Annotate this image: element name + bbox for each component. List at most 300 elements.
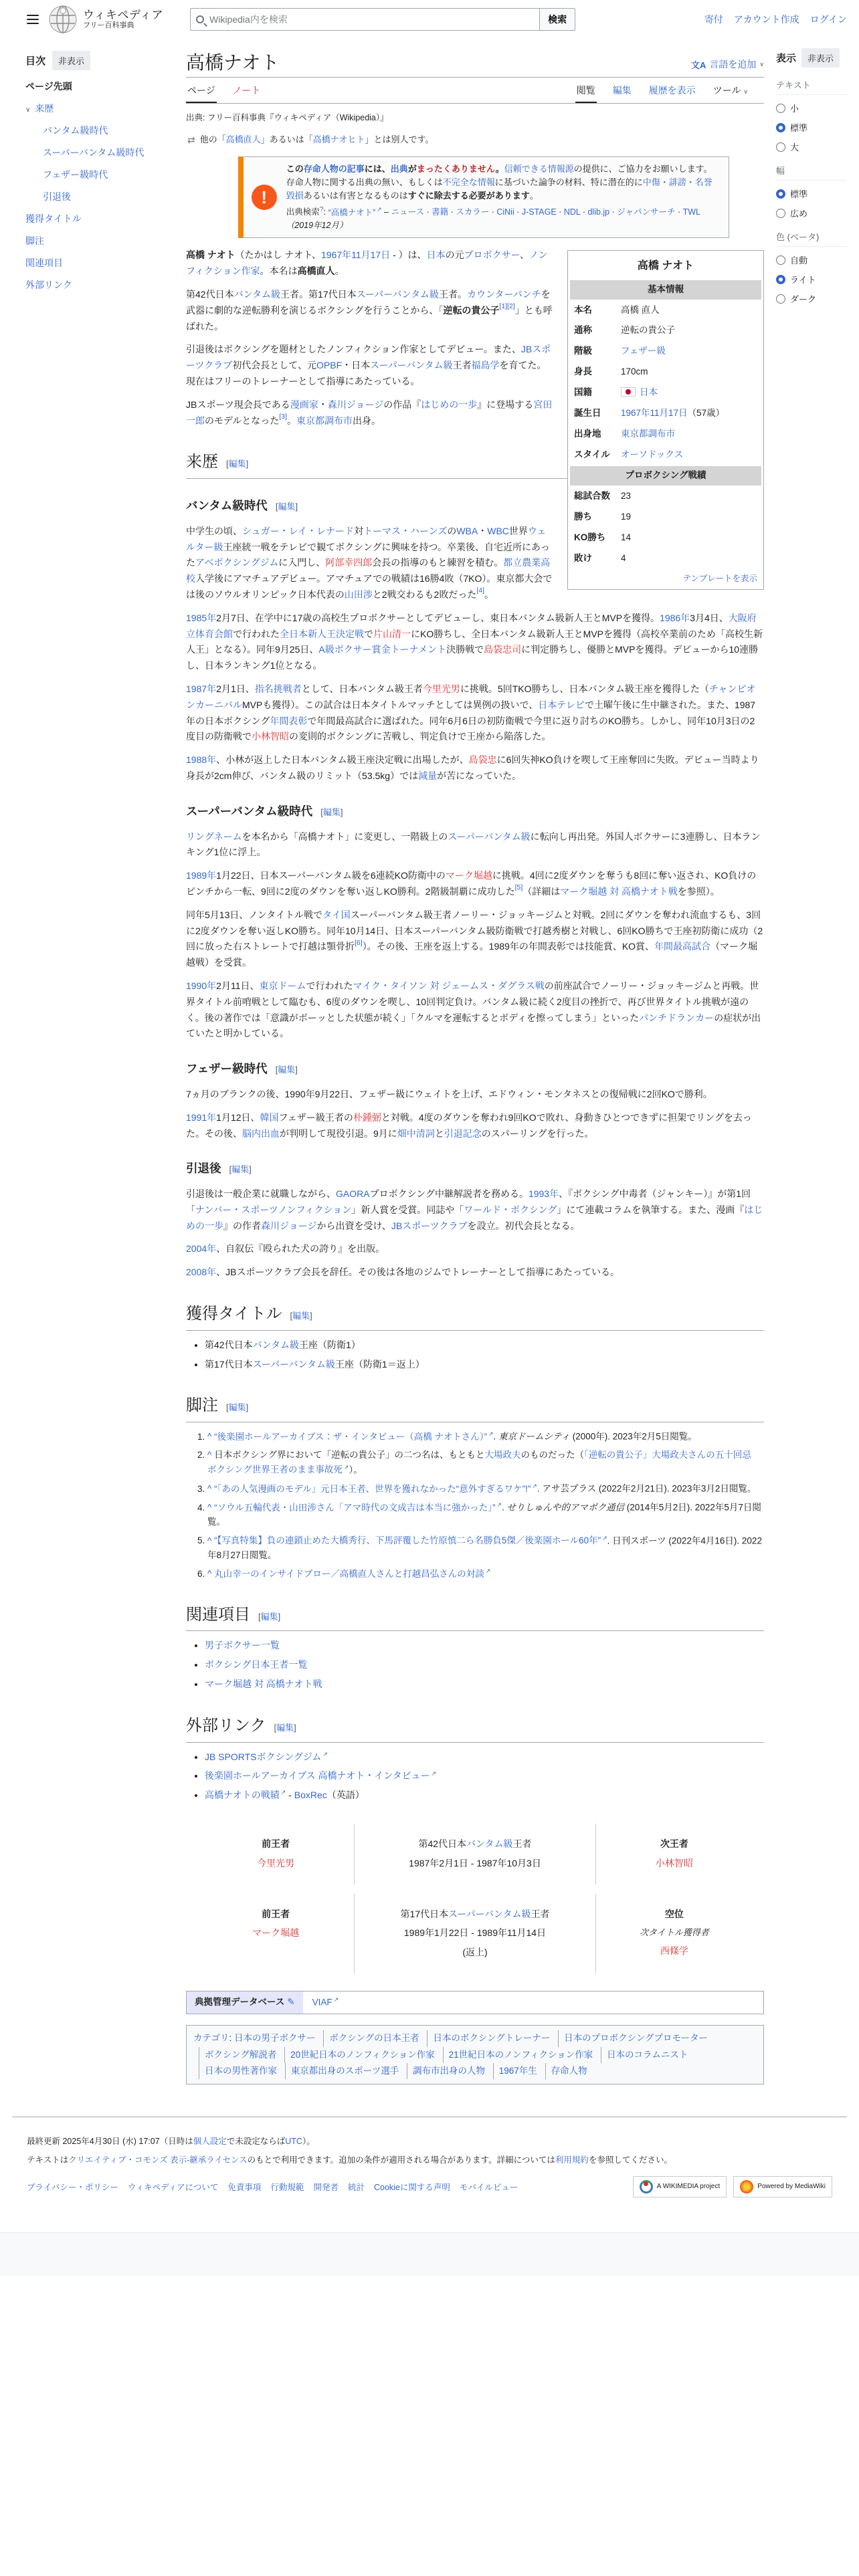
infobox-row-nickname: 通称 逆転の貴公子: [574, 325, 675, 336]
search-box[interactable]: [190, 8, 539, 31]
wiki-link[interactable]: JBスポーツクラブ: [391, 1220, 468, 1231]
wiki-link[interactable]: タイ国: [322, 909, 351, 920]
wiki-link[interactable]: 大場政夫: [484, 1450, 521, 1461]
footer-link-statistics[interactable]: 統計: [347, 2183, 365, 2193]
category-link[interactable]: 日本のコラムニスト: [601, 2047, 688, 2063]
category-link[interactable]: 存命人物: [545, 2063, 587, 2079]
reference-sup-link[interactable]: [6]: [355, 938, 363, 947]
toc-item-retired[interactable]: 引退後: [43, 191, 71, 202]
red-link[interactable]: 片山清一: [373, 628, 411, 639]
wiki-link[interactable]: スーパーバンタム級: [252, 1358, 335, 1370]
text-segment: –: [381, 207, 391, 217]
reference-sup-link[interactable]: [4]: [476, 586, 485, 595]
body-paragraph: [186, 907, 764, 971]
wiki-link[interactable]: 指名挑戦者: [254, 683, 302, 695]
tab-edit[interactable]: 編集: [612, 85, 632, 96]
tab-history[interactable]: 履歴を表示: [648, 85, 696, 96]
red-link[interactable]: 島袋忠司: [484, 644, 522, 655]
footer-link-mobile[interactable]: モバイルビュー: [459, 2183, 518, 2193]
wiki-link[interactable]: 漫画家: [290, 399, 318, 410]
wiki-link[interactable]: 出典: [390, 164, 408, 175]
authority-control-link[interactable]: 典拠管理データベース: [195, 1997, 285, 2008]
footer-link-conduct[interactable]: 行動規範: [270, 2183, 304, 2193]
wiki-link[interactable]: 東京ドーム: [259, 980, 306, 991]
wiki-link[interactable]: A級ボクサー賞金トーナメント: [318, 644, 447, 655]
predecessor-link[interactable]: マーク堀越: [252, 1927, 300, 1939]
text-segment: と対戦。4度のダウンを奪われ9回KOで敗れ、身動きひとつできずに担架でリングを去った。その後、: [186, 1111, 752, 1139]
text-segment: 王座統一戦をテレビで観てボクシングに興味を持つ。卒業後、自宅近所にあった: [186, 541, 550, 568]
wiki-link[interactable]: マイク・タイソン 対 ジェームス・ダグラス戦: [353, 980, 545, 991]
category-link[interactable]: 日本の男子ボクサー: [233, 2033, 316, 2044]
infobox-row-style: スタイル オーソドックス: [574, 449, 684, 460]
text-segment: 。: [287, 415, 296, 426]
toc-item-feather[interactable]: フェザー級時代: [43, 169, 108, 180]
category-link[interactable]: ボクシング解説者: [199, 2047, 276, 2063]
donate-link[interactable]: 寄付: [704, 14, 723, 25]
wiki-link[interactable]: 韓国: [260, 1111, 279, 1123]
wiki-link[interactable]: 2004年: [186, 1243, 217, 1255]
wiki-link[interactable]: 2008年: [186, 1267, 217, 1278]
add-language-button[interactable]: 文A 言語を追加 ∨: [691, 59, 764, 70]
edit-section-link[interactable]: 編集: [228, 1402, 246, 1413]
toc-item-external[interactable]: 外部リンク: [25, 280, 72, 290]
text-segment: 」にて連載コラムを執筆する。また、漫画『: [557, 1204, 745, 1215]
infobox-row-nationality: 国籍 日本: [574, 387, 658, 398]
text-segment: JBスポーツ現会長である: [186, 399, 290, 410]
infobox-header-record: プロボクシング戦績: [570, 466, 761, 486]
wiki-link[interactable]: 畑中清詞: [397, 1128, 435, 1139]
wiki-link[interactable]: TWL: [682, 207, 701, 217]
text-segment: の提供に、ご協力をお願いします。存命人物に関する出典の無い、もしくは: [286, 164, 712, 188]
red-link[interactable]: 阿部幸四郎: [325, 557, 373, 568]
login-link[interactable]: ログイン: [809, 14, 847, 25]
viaf-link[interactable]: VIAF ↗: [312, 1995, 339, 2010]
text-segment: に転向し再出発。外国人ボクサーに3連勝し、日本ランキング1位に浮上。: [186, 831, 761, 858]
wiki-link[interactable]: バンタム級: [233, 288, 281, 300]
appearance-hide-button[interactable]: 非表示: [801, 48, 840, 68]
text-segment: と: [434, 1128, 444, 1139]
wiki-link[interactable]: 利用規約: [555, 2155, 589, 2165]
toc-item-related[interactable]: 関連項目: [25, 257, 63, 268]
color-option-light[interactable]: ライト: [776, 273, 847, 286]
text-segment: 第42代日本: [186, 288, 234, 300]
external-link[interactable]: “後楽園ホールアーカイブス：ザ・インタビュー（高橋 ナオトさん）” ↗: [214, 1432, 493, 1442]
wiki-link[interactable]: スーパーバンタム級: [356, 288, 439, 300]
category-link[interactable]: ボクシングの日本王者: [323, 2030, 419, 2046]
wiki-link[interactable]: 引退記念: [444, 1128, 482, 1139]
text-segment: 14: [621, 532, 632, 542]
text-segment: ·: [423, 207, 432, 217]
text-segment: 、: [520, 249, 530, 261]
body-paragraph: [186, 681, 764, 745]
wiki-link[interactable]: ^: [207, 1431, 212, 1442]
category-link[interactable]: 日本のプロボクシングプロモーター: [558, 2030, 708, 2046]
mediawiki-badge[interactable]: Powered by MediaWiki: [733, 2176, 832, 2197]
text-segment: で未設定ならば: [226, 2137, 286, 2147]
edit-section-link[interactable]: 編集: [228, 459, 246, 469]
reference-sup-link[interactable]: [3]: [279, 412, 287, 421]
text-size-option-standard[interactable]: 標準: [776, 121, 847, 134]
external-link[interactable]: “【写真特集】負の連鎖止めた大橋秀行、下馬評覆した竹原慎二ら名勝負5傑／後楽園ホール60年” ↗: [214, 1535, 607, 1545]
radio-icon[interactable]: [776, 142, 785, 152]
successor-link[interactable]: 小林智昭: [655, 1857, 693, 1868]
wiki-link[interactable]: 1967年11月17日: [320, 249, 391, 261]
external-link[interactable]: 高橋ナオトの戦績 ↗: [205, 1790, 286, 1800]
footer-link-disclaimer[interactable]: 免責事項: [227, 2183, 262, 2193]
text-segment: のスパーリングを行った。: [481, 1128, 594, 1139]
wikimedia-badge[interactable]: A WIKIMEDIA project: [633, 2176, 727, 2197]
toc-hide-button[interactable]: 非表示: [52, 51, 90, 70]
category-link[interactable]: 東京都出身のスポーツ選手: [285, 2063, 399, 2079]
tab-page[interactable]: ページ: [186, 78, 217, 103]
wiki-link[interactable]: 脳内出血: [242, 1128, 280, 1139]
text-segment: 王者。第17代日本: [280, 288, 357, 300]
text-segment: 初代会長として、元: [232, 360, 317, 371]
category-link[interactable]: 20世紀日本のノンフィクション作家: [284, 2047, 435, 2063]
wiki-link[interactable]: マーク堀越 対 高橋ナオト戦: [205, 1678, 322, 1689]
text-segment: 東京ドームシティ: [498, 1431, 570, 1442]
wiki-link[interactable]: NDL: [563, 207, 581, 217]
wiki-link[interactable]: 日本: [426, 249, 446, 261]
wiki-link[interactable]: ノンフィクション作家: [186, 249, 548, 277]
wiki-link[interactable]: 減量: [418, 770, 438, 782]
wiki-link[interactable]: 森川ジョージ: [327, 399, 384, 410]
text-segment: 王者: [531, 1908, 550, 1919]
wiki-link[interactable]: マーク堀越 対 高橋ナオト戦: [560, 885, 678, 897]
body-paragraph: [186, 752, 764, 784]
wiki-link[interactable]: 福島学: [471, 360, 500, 371]
footer-link-about[interactable]: ウィキペディアについて: [127, 2183, 219, 2193]
text-segment: 、小林が返上した日本バンタム級王座決定戦に出場したが、: [216, 754, 469, 766]
infobox-title: 高橋 ナオト: [637, 260, 694, 272]
wiki-link[interactable]: JBスポーツクラブ: [186, 344, 551, 371]
create-account-link[interactable]: アカウント作成: [733, 14, 799, 25]
wiki-link[interactable]: 中傷・誹謗・名誉毀損: [286, 177, 712, 201]
related-list-item: [205, 1638, 764, 1654]
wiki-link[interactable]: 年間表彰: [270, 715, 308, 726]
category-link[interactable]: 21世紀日本のノンフィクション作家: [443, 2047, 593, 2063]
wiki-link[interactable]: ワールド・ボクシング: [464, 1204, 557, 1215]
site-header: [0, 0, 859, 39]
bottom-strip: [0, 2232, 859, 2276]
text-segment: （たかはし ナオト、: [235, 249, 321, 261]
edit-section-link[interactable]: 編集: [260, 1611, 278, 1622]
text-segment: で行われた: [306, 980, 353, 991]
toc-item-top[interactable]: ページ先頭: [25, 81, 72, 92]
radio-icon[interactable]: [776, 294, 785, 304]
wiki-link[interactable]: スーパーバンタム級: [370, 360, 453, 371]
text-segment: の元: [445, 249, 464, 261]
wiki-link[interactable]: CiNii: [496, 207, 514, 217]
wiki-link[interactable]: 森川ジョージ: [261, 1220, 317, 1231]
wiki-link[interactable]: 男子ボクサー一覧: [205, 1640, 280, 1651]
chevron-down-icon: ∨: [759, 60, 764, 68]
toc-item-footnotes[interactable]: 脚注: [25, 235, 44, 246]
text-segment: 。: [529, 191, 539, 201]
text-segment: 2月1日、: [216, 683, 255, 695]
text-segment: の前座試合でノーリー・ジョッキージムと再戦。世界タイトル前哨戦として臨むも、6度のダウンを喫し、10回判定負け。バンタム級に続く2度目の挫折で、再び世界タイトル挑戦が遠のく。後の著作では「意識がボーッとした状態が続く」「クルマを運転するとボディを擦ってしまう」といった: [186, 980, 759, 1023]
wiki-link[interactable]: ^: [207, 1568, 212, 1579]
wiki-link[interactable]: ウェルター級: [186, 525, 547, 552]
site-footer: [12, 2117, 847, 2215]
next-holder-link[interactable]: 西條学: [660, 1945, 688, 1957]
external-link[interactable]: 丸山幸一のインサイドブロー／高橋直人さんと打越昌弘さんの対談 ↗: [214, 1569, 490, 1579]
user-links: [704, 13, 847, 26]
wikipedia-logo[interactable]: [48, 5, 163, 34]
wiki-link[interactable]: BoxRec: [294, 1790, 327, 1801]
red-link[interactable]: 今里光男: [422, 683, 460, 695]
appearance-panel: [776, 45, 847, 2084]
radio-icon[interactable]: [776, 104, 785, 113]
wiki-link[interactable]: dlib.jp: [587, 207, 610, 217]
tab-talk[interactable]: ノート: [232, 85, 261, 96]
infobox-row-height: 身長 170cm: [574, 366, 648, 377]
footer-link-developers[interactable]: 開発者: [313, 2183, 339, 2193]
toc-item-career[interactable]: ∨ 来歴: [25, 103, 54, 114]
wiki-link[interactable]: 1991年: [186, 1111, 217, 1123]
color-option-auto[interactable]: 自動: [776, 253, 847, 266]
wiki-link[interactable]: ボクシング日本王者一覧: [205, 1659, 308, 1671]
text-segment: 世界: [508, 525, 528, 536]
wiki-link[interactable]: 東京都調布市: [296, 415, 353, 426]
tab-read[interactable]: 閲覧: [575, 78, 597, 103]
text-size-label: テキスト: [776, 78, 847, 95]
text-segment: のもとで利用できます。追加の条件が適用される場合があります。詳細については: [247, 2155, 555, 2165]
text-segment: (2000年). 2023年2月5日閲覧。: [569, 1431, 697, 1442]
wiki-link[interactable]: ^: [207, 1450, 212, 1461]
wiki-link[interactable]: バンタム級: [252, 1339, 300, 1350]
text-segment: .: [493, 1431, 499, 1442]
text-segment: 170cm: [621, 366, 648, 377]
text-segment: 王者。: [438, 288, 467, 300]
wiki-link[interactable]: ^: [207, 1535, 212, 1546]
text-segment: プロボクシング中継解説者を務める。: [369, 1188, 529, 1200]
show-template-link[interactable]: テンプレートを表示: [682, 573, 757, 583]
infobox: [567, 250, 764, 590]
radio-selected-icon[interactable]: [776, 275, 785, 284]
wiki-link[interactable]: 宮田一郎: [186, 399, 553, 426]
wiki-link[interactable]: 1967年11月17日: [621, 408, 688, 419]
predecessor-link[interactable]: 今里光男: [257, 1857, 295, 1868]
external-link[interactable]: 「逆転の貴公子」大場政夫さんの五十回忌 ボクシング世界王者のまま事故死 ↗: [207, 1450, 760, 1475]
wiki-link[interactable]: トーマス・ハーンズ: [363, 525, 448, 536]
wiki-link[interactable]: オーソドックス: [621, 449, 684, 460]
edit-section-link[interactable]: 編集: [276, 1722, 294, 1733]
external-link[interactable]: “高橋ナオト” ↗: [328, 208, 382, 217]
text-segment: を武器に劇的な逆転勝利を演じるボクシングを行うことから、「: [186, 288, 551, 316]
footer-link-privacy[interactable]: プライバシー・ポリシー: [27, 2183, 118, 2193]
wiki-link[interactable]: 1987年: [186, 683, 217, 695]
wiki-link[interactable]: クリエイティブ・コモンズ 表示-継承ライセンス: [68, 2155, 248, 2165]
search-input[interactable]: [208, 13, 534, 25]
wiki-link[interactable]: バンタム級: [466, 1838, 513, 1849]
text-segment: . 日刊スポーツ (2022年4月16日). 2022年8月27日閲覧。: [207, 1535, 762, 1560]
text-segment: フェザー級王者の: [278, 1111, 353, 1123]
wiki-link[interactable]: GAORA: [336, 1188, 370, 1200]
wiki-link[interactable]: 日本テレビ: [538, 699, 585, 710]
wiki-link[interactable]: アベボクシングジム: [195, 557, 279, 568]
text-segment: に入門し、: [278, 557, 326, 568]
wiki-link[interactable]: スーパーバンタム級: [448, 831, 531, 842]
wiki-link[interactable]: 1985年: [186, 612, 217, 623]
external-link[interactable]: “ソウル五輪代表・山田渉さん「アマ時代の文成吉は本当に強かった」” ↗: [214, 1503, 502, 1513]
toc-item-bantam[interactable]: バンタム級時代: [43, 125, 108, 136]
footnote-item: [207, 1448, 764, 1477]
wiki-link[interactable]: スカラー: [456, 207, 490, 217]
edit-section-link[interactable]: 編集: [278, 502, 296, 512]
text-segment: に挑戦。5回TKO勝ちし、日本バンタム級王座を獲得した（: [460, 683, 709, 695]
wiki-link[interactable]: パンチドランカー: [639, 1012, 714, 1023]
text-segment: 第17代日本: [400, 1908, 449, 1919]
article-main: [186, 45, 764, 2084]
wiki-link[interactable]: UTC: [285, 2137, 302, 2147]
site-subtitle: 出典: フリー百科事典『ウィキペディア（Wikipedia）』: [186, 113, 389, 122]
external-link[interactable]: 後楽園ホールアーカイブス 高橋ナオト・インタビュー ↗: [205, 1770, 436, 1781]
wiki-link[interactable]: 個人設定: [193, 2137, 227, 2147]
radio-icon[interactable]: [776, 209, 785, 218]
text-size-option-large[interactable]: 大: [776, 140, 847, 153]
wiki-link[interactable]: WBA: [456, 525, 478, 536]
text-segment: を参照してください。: [588, 2155, 672, 2165]
category-box: [186, 2025, 764, 2084]
wiki-link[interactable]: OPBF: [316, 360, 343, 371]
edit-section-link[interactable]: 編集: [231, 1164, 250, 1175]
category-label-link[interactable]: カテゴリ: [193, 2033, 229, 2044]
text-segment: ·: [556, 207, 564, 217]
wiki-link[interactable]: プロボクサー: [464, 249, 520, 261]
footnote-item: [207, 1533, 764, 1563]
wiki-link[interactable]: 信頼できる情報源: [504, 164, 574, 175]
width-option-standard[interactable]: 標準: [776, 187, 847, 200]
radio-icon[interactable]: [776, 255, 785, 265]
wiki-link[interactable]: 山田渉: [344, 589, 373, 601]
text-segment: 1月12日、: [216, 1111, 260, 1123]
text-segment: テキストは: [27, 2155, 69, 2165]
category-link[interactable]: 調布市出身の人物: [407, 2063, 485, 2079]
page-title: 高橋ナオト: [186, 52, 280, 73]
wiki-link[interactable]: ナンバー・スポーツノンフィクション: [195, 1204, 352, 1215]
text-segment: （2019年12月）: [286, 221, 348, 230]
category-colon: :: [229, 2033, 234, 2044]
reference-sup-link[interactable]: [1][2]: [499, 302, 515, 311]
external-link[interactable]: “「あの人気漫画のモデル」元日本王者、世界を獲れなかった“意外すぎるワケ”!” ↗: [214, 1484, 537, 1494]
text-segment: （詳細は: [522, 885, 561, 897]
wiki-link[interactable]: 高橋ナオヒト: [312, 134, 365, 145]
wiki-link[interactable]: フェザー級: [621, 346, 666, 356]
reference-sup-link[interactable]: [5]: [514, 883, 523, 892]
footer-link-cookies[interactable]: Cookieに関する声明: [373, 2183, 450, 2193]
text-segment: この: [286, 164, 304, 175]
wiki-link[interactable]: チャンピオンカーニバル: [186, 683, 756, 710]
text-segment: 同年5月13日、ノンタイトル戦で: [186, 909, 322, 920]
search-button[interactable]: 検索: [539, 8, 575, 31]
body-paragraph: [186, 1265, 764, 1281]
category-link[interactable]: 1967年生: [493, 2063, 537, 2079]
wiki-link[interactable]: J-STAGE: [521, 207, 557, 217]
tab-tools[interactable]: ツール ∨: [712, 85, 748, 96]
logo-wordmark: ウィキペディア: [83, 8, 164, 21]
text-segment: 、自叙伝『殴られた犬の誇り』を出版。: [216, 1243, 385, 1255]
main-menu-icon[interactable]: [27, 15, 39, 24]
wiki-link[interactable]: ジャパンサーチ: [617, 207, 676, 217]
text-segment: 王者: [452, 360, 472, 371]
wiki-link[interactable]: 高橋直人: [225, 134, 261, 145]
text-segment: - ）は、: [390, 249, 427, 261]
edit-pencil-icon[interactable]: ✎: [287, 1997, 295, 2008]
edit-section-link[interactable]: 編集: [278, 1065, 296, 1075]
wiki-link[interactable]: 1993年: [528, 1188, 559, 1200]
wiki-link[interactable]: シュガー・レイ・レナード: [242, 525, 355, 536]
red-link[interactable]: 島袋忠: [468, 754, 497, 766]
text-size-option-small[interactable]: 小: [776, 102, 847, 114]
wiki-link[interactable]: スーパーバンタム級: [448, 1908, 531, 1919]
wiki-link[interactable]: 1988年: [186, 754, 217, 766]
wiki-link[interactable]: カウンターパンチ: [466, 288, 541, 300]
color-option-dark[interactable]: ダーク: [776, 292, 847, 305]
wiki-link[interactable]: 都立農業高校: [186, 557, 551, 584]
wiki-link[interactable]: はじめの一歩: [421, 399, 478, 410]
wiki-link[interactable]: 1986年: [660, 612, 690, 623]
wiki-link[interactable]: 日本: [640, 387, 658, 398]
toc-item-superbantam[interactable]: スーパーバンタム級時代: [43, 147, 145, 158]
wiki-link[interactable]: 1989年: [186, 870, 217, 881]
red-link[interactable]: マーク堀越: [445, 870, 492, 881]
succession-row-superbantam: 前王者 マーク堀越 第17代日本スーパーバンタム級王者 1989年1月22日 - 1989年11月14日 (返上) 空位 次タイトル獲得者 西條学: [197, 1894, 752, 1973]
section-heading-retired: 引退後 [編集]: [186, 1162, 252, 1176]
wiki-link[interactable]: 存命人物の記事: [303, 164, 365, 175]
wiki-link[interactable]: はじめの一歩: [186, 1204, 763, 1231]
wiki-link[interactable]: ^: [207, 1483, 212, 1494]
wiki-link[interactable]: 書籍: [432, 207, 449, 217]
width-option-wide[interactable]: 広め: [776, 207, 847, 219]
wiki-link[interactable]: ^: [207, 1502, 212, 1513]
red-link[interactable]: 小林智昭: [252, 731, 289, 742]
edit-section-link[interactable]: 編集: [322, 807, 341, 817]
edit-section-link[interactable]: 編集: [292, 1311, 310, 1321]
reference-sup-link[interactable]: ?: [319, 205, 324, 213]
radio-selected-icon[interactable]: [776, 123, 785, 132]
radio-selected-icon[interactable]: [776, 189, 785, 199]
wiki-link[interactable]: 大阪府立体育会館: [186, 612, 757, 639]
wiki-link[interactable]: 東京都調布市: [621, 429, 675, 439]
text-segment: ·: [675, 207, 683, 217]
red-link[interactable]: 朴鍾弼: [353, 1111, 381, 1123]
chevron-down-icon[interactable]: ∨: [25, 106, 31, 114]
wiki-link[interactable]: ニュース: [391, 207, 424, 217]
text-segment: ・: [478, 525, 488, 536]
wiki-link[interactable]: 1990年: [186, 980, 217, 991]
text-segment: 」新人賞を受賞。同誌や「: [351, 1204, 464, 1215]
text-segment: 王座（防衛1＝返上）: [335, 1358, 425, 1370]
section-heading-titles: 獲得タイトル [編集]: [186, 1301, 764, 1331]
text-segment: の: [447, 525, 457, 536]
toc-item-titles[interactable]: 獲得タイトル: [25, 213, 82, 224]
external-link[interactable]: JB SPORTSボクシングジム ↗: [205, 1751, 328, 1762]
text-segment: の作品『: [383, 399, 421, 410]
chevron-down-icon: ∨: [743, 88, 748, 95]
text-segment: 。: [335, 265, 345, 277]
body-paragraph: [186, 611, 764, 674]
wiki-link[interactable]: 全日本新人王決定戦: [280, 628, 364, 639]
wiki-link[interactable]: 不完全な情報: [442, 177, 495, 188]
wiki-link[interactable]: リングネーム: [186, 831, 242, 842]
category-link[interactable]: 日本の男性著作家: [199, 2063, 277, 2079]
category-link[interactable]: 日本のボクシングトレーナー: [427, 2030, 550, 2046]
external-link-item: [205, 1768, 764, 1784]
wiki-link[interactable]: 年間最高試合: [654, 941, 711, 952]
text-segment: 王者: [512, 1838, 532, 1849]
wiki-link[interactable]: WBC: [487, 525, 509, 536]
